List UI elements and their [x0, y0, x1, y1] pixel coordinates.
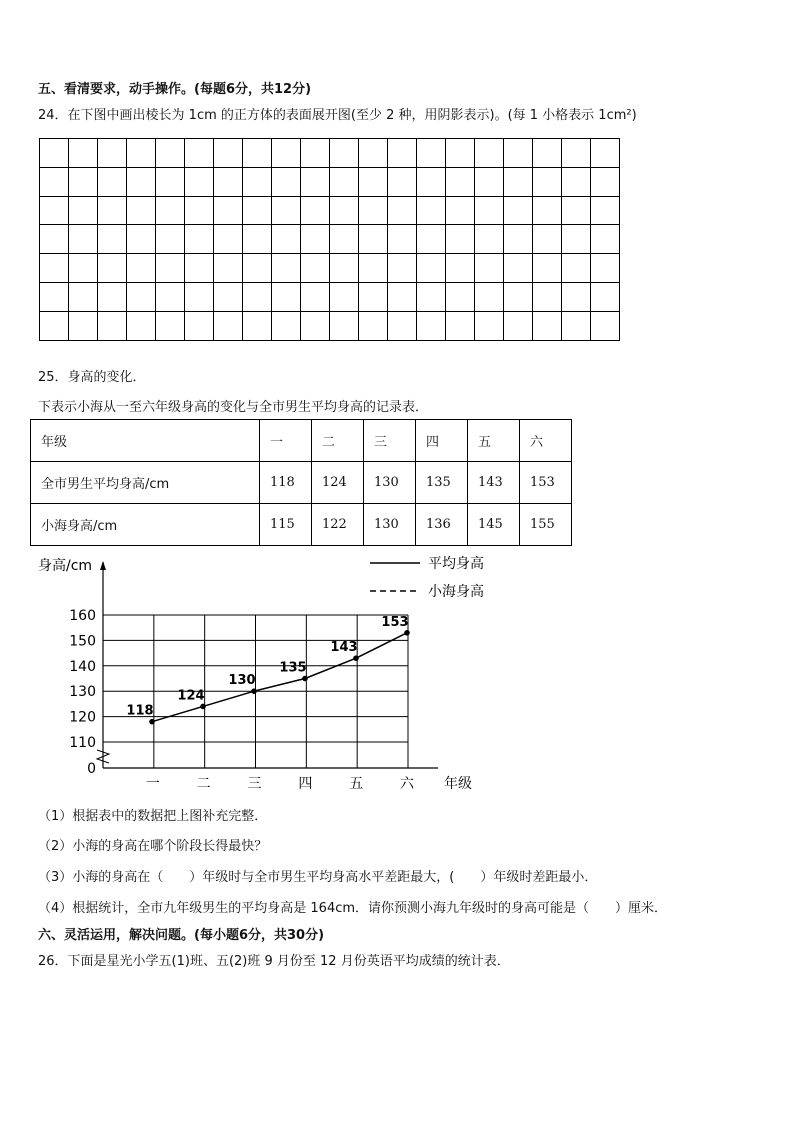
question-24: 24．在下图中画出棱长为 1cm 的正方体的表面展开图(至少 2 种，用阴影表示)。(每 1 小格表示 1cm²) [38, 108, 637, 123]
grid-cell[interactable] [446, 196, 475, 225]
table-cell: 143 [468, 462, 520, 504]
y-tick-label: 140 [69, 658, 96, 675]
axis-break-mark [97, 750, 109, 763]
grid-cell[interactable] [533, 254, 562, 283]
grid-cell[interactable] [330, 282, 359, 311]
grid-cell[interactable] [301, 311, 330, 340]
table-cell: 118 [260, 462, 312, 504]
y-axis-label: 身高/cm [38, 558, 93, 574]
legend-label-xiaohai: 小海身高 [428, 584, 484, 600]
table-header-row [31, 420, 572, 462]
grid-cell[interactable] [417, 282, 446, 311]
grid-cell[interactable] [156, 139, 185, 168]
grid-cell[interactable] [185, 225, 214, 254]
grid-cell[interactable] [156, 282, 185, 311]
grid-cell[interactable] [40, 167, 69, 196]
grid-cell[interactable] [562, 311, 591, 340]
x-tick-label: 四 [298, 776, 313, 792]
grid-cell[interactable] [40, 139, 69, 168]
data-point [404, 630, 410, 636]
y-tick-label: 110 [69, 735, 96, 751]
grid-cell[interactable] [475, 196, 504, 225]
table-cell: 五 [468, 420, 520, 462]
grid-cell[interactable] [562, 139, 591, 168]
grid-cell[interactable] [504, 311, 533, 340]
grid-cell[interactable] [272, 139, 301, 168]
grid-cell[interactable] [98, 225, 127, 254]
grid-cell[interactable] [243, 311, 272, 340]
grid-cell[interactable] [475, 282, 504, 311]
grid-cell[interactable] [127, 254, 156, 283]
grid-cell[interactable] [156, 196, 185, 225]
data-label: 135 [279, 660, 307, 676]
grid-cell[interactable] [417, 311, 446, 340]
section5-heading: 五、看清要求，动手操作。(每题6分，共12分) [38, 82, 312, 97]
table-cell: 153 [520, 462, 572, 504]
data-point [200, 704, 206, 710]
table-cell: 二 [312, 420, 364, 462]
grid-cell[interactable] [475, 167, 504, 196]
table-row [31, 504, 572, 546]
grid-cell[interactable] [98, 282, 127, 311]
grid-cell[interactable] [301, 139, 330, 168]
grid-cell[interactable] [330, 225, 359, 254]
grid-cell[interactable] [388, 254, 417, 283]
grid-cell[interactable] [40, 311, 69, 340]
grid-cell[interactable] [214, 167, 243, 196]
x-tick-label: 三 [247, 776, 262, 792]
drawing-grid[interactable] [39, 138, 620, 341]
grid-cell[interactable] [330, 311, 359, 340]
grid-cell[interactable] [156, 225, 185, 254]
y-axis-arrow [100, 561, 106, 570]
grid-cell[interactable] [127, 139, 156, 168]
grid-cell[interactable] [214, 139, 243, 168]
table-cell: 全市男生平均身高/cm [31, 462, 260, 504]
data-point [302, 676, 308, 682]
grid-cell[interactable] [562, 225, 591, 254]
grid-cell[interactable] [359, 282, 388, 311]
data-point [149, 719, 155, 725]
grid-cell[interactable] [243, 225, 272, 254]
table-cell: 一 [260, 420, 312, 462]
grid-cell[interactable] [40, 196, 69, 225]
table-cell: 145 [468, 504, 520, 546]
table-cell: 130 [364, 462, 416, 504]
table-cell: 小海身高/cm [31, 504, 260, 546]
grid-cell[interactable] [69, 167, 98, 196]
grid-cell[interactable] [330, 167, 359, 196]
grid-cell[interactable] [69, 225, 98, 254]
grid-cell[interactable] [417, 254, 446, 283]
y-tick-label: 150 [69, 633, 96, 650]
grid-cell[interactable] [533, 311, 562, 340]
grid-cell[interactable] [243, 254, 272, 283]
grid-cell[interactable] [504, 282, 533, 311]
grid-cell[interactable] [504, 225, 533, 254]
grid-cell[interactable] [388, 282, 417, 311]
grid-cell[interactable] [475, 254, 504, 283]
grid-cell[interactable] [272, 311, 301, 340]
grid-cell[interactable] [301, 196, 330, 225]
grid-cell[interactable] [446, 139, 475, 168]
grid-cell[interactable] [417, 139, 446, 168]
data-label: 153 [381, 614, 409, 630]
grid-cell[interactable] [185, 167, 214, 196]
data-point [251, 688, 257, 694]
grid-cell[interactable] [156, 254, 185, 283]
grid-cell[interactable] [243, 282, 272, 311]
grid-cell[interactable] [214, 282, 243, 311]
grid-cell[interactable] [591, 254, 620, 283]
grid-cell[interactable] [591, 167, 620, 196]
grid-cell[interactable] [533, 282, 562, 311]
grid-cell[interactable] [214, 311, 243, 340]
grid-cell[interactable] [475, 139, 504, 168]
table-row [31, 462, 572, 504]
x-tick-label: 五 [349, 776, 364, 792]
table-cell: 122 [312, 504, 364, 546]
grid-cell[interactable] [446, 254, 475, 283]
grid-cell[interactable] [504, 196, 533, 225]
question-25-intro: 下表示小海从一至六年级身高的变化与全市男生平均身高的记录表． [38, 400, 429, 415]
grid-cell[interactable] [156, 311, 185, 340]
grid-cell[interactable] [301, 282, 330, 311]
grid-cell[interactable] [562, 167, 591, 196]
grid-cell[interactable] [40, 282, 69, 311]
grid-cell[interactable] [214, 196, 243, 225]
series-line-average [152, 633, 407, 722]
x-tick-label: 六 [400, 776, 414, 792]
grid-cell[interactable] [330, 139, 359, 168]
grid-cell[interactable] [359, 139, 388, 168]
table-cell: 130 [364, 504, 416, 546]
data-label: 130 [228, 673, 256, 689]
grid-cell[interactable] [562, 254, 591, 283]
grid-cell[interactable] [185, 139, 214, 168]
data-label: 118 [126, 703, 154, 719]
grid-cell[interactable] [127, 311, 156, 340]
grid-cell[interactable] [504, 139, 533, 168]
height-line-chart [30, 552, 500, 797]
grid-cell[interactable] [272, 225, 301, 254]
grid-cell[interactable] [388, 311, 417, 340]
grid-cell[interactable] [69, 139, 98, 168]
y-tick-label: 160 [69, 608, 96, 624]
legend-label-average: 平均身高 [428, 556, 484, 572]
grid-cell[interactable] [127, 225, 156, 254]
section6-heading: 六、灵活运用，解决问题。(每小题6分，共30分) [38, 928, 325, 943]
table-cell: 136 [416, 504, 468, 546]
grid-cell[interactable] [69, 311, 98, 340]
grid-cell[interactable] [446, 167, 475, 196]
question-25-2: （2）小海的身高在哪个阶段长得最快？ [38, 839, 268, 854]
data-label: 124 [177, 688, 205, 704]
grid-cell[interactable] [272, 282, 301, 311]
grid-cell[interactable] [127, 167, 156, 196]
grid-cell[interactable] [127, 196, 156, 225]
y-tick-label: 130 [69, 684, 96, 701]
grid-cell[interactable] [127, 282, 156, 311]
data-label: 143 [330, 640, 358, 656]
grid-cell[interactable] [591, 139, 620, 168]
grid-cell[interactable] [185, 196, 214, 225]
grid-cell[interactable] [417, 225, 446, 254]
grid-cell[interactable] [98, 254, 127, 283]
grid-cell[interactable] [98, 139, 127, 168]
grid-cell[interactable] [591, 282, 620, 311]
grid-cell[interactable] [272, 167, 301, 196]
grid-cell[interactable] [562, 282, 591, 311]
height-table [30, 419, 572, 546]
grid-cell[interactable] [562, 196, 591, 225]
grid-cell[interactable] [417, 196, 446, 225]
table-cell: 155 [520, 504, 572, 546]
grid-cell[interactable] [301, 167, 330, 196]
grid-cell[interactable] [504, 254, 533, 283]
x-tick-label: 一 [145, 776, 160, 792]
grid-cell[interactable] [243, 139, 272, 168]
grid-cell[interactable] [359, 254, 388, 283]
grid-cell[interactable] [475, 311, 504, 340]
grid-cell[interactable] [533, 139, 562, 168]
grid-cell[interactable] [40, 225, 69, 254]
grid-cell[interactable] [330, 196, 359, 225]
grid-cell[interactable] [591, 225, 620, 254]
grid-cell[interactable] [272, 254, 301, 283]
table-cell: 115 [260, 504, 312, 546]
grid-cell[interactable] [185, 311, 214, 340]
grid-cell[interactable] [591, 196, 620, 225]
grid-cell[interactable] [388, 196, 417, 225]
grid-cell[interactable] [533, 225, 562, 254]
table-cell: 135 [416, 462, 468, 504]
grid-cell[interactable] [446, 311, 475, 340]
grid-cell[interactable] [214, 254, 243, 283]
grid-cell[interactable] [359, 225, 388, 254]
grid-cell[interactable] [40, 254, 69, 283]
table-cell: 124 [312, 462, 364, 504]
grid-cell[interactable] [504, 167, 533, 196]
grid-cell[interactable] [69, 282, 98, 311]
grid-cell[interactable] [301, 254, 330, 283]
grid-cell[interactable] [359, 311, 388, 340]
grid-cell[interactable] [359, 167, 388, 196]
grid-cell[interactable] [417, 167, 446, 196]
y-tick-label: 0 [87, 761, 96, 777]
grid-cell[interactable] [69, 196, 98, 225]
x-tick-label: 二 [196, 776, 211, 792]
grid-cell[interactable] [185, 254, 214, 283]
question-26: 26．下面是星光小学五(1)班、五(2)班 9 月份至 12 月份英语平均成绩的统计表． [38, 954, 510, 969]
question-25-3: （3）小海的身高在（ ）年级时与全市男生平均身高水平差距最大，( ）年级时差距最小． [38, 870, 598, 885]
grid-cell[interactable] [243, 167, 272, 196]
grid-cell[interactable] [388, 167, 417, 196]
grid-cell[interactable] [98, 311, 127, 340]
grid-cell[interactable] [533, 196, 562, 225]
grid-cell[interactable] [591, 311, 620, 340]
grid-cell[interactable] [272, 196, 301, 225]
question-25-title: 25．身高的变化． [38, 370, 146, 385]
table-cell: 年级 [31, 420, 260, 462]
question-25-1: （1）根据表中的数据把上图补充完整． [38, 809, 268, 824]
data-point [353, 655, 359, 661]
table-cell: 三 [364, 420, 416, 462]
grid-cell[interactable] [214, 225, 243, 254]
grid-cell[interactable] [301, 225, 330, 254]
grid-cell[interactable] [156, 167, 185, 196]
question-25-4: （4）根据统计，全市九年级男生的平均身高是 164cm．请你预测小海九年级时的身高可能是（ ）厘米． [38, 901, 668, 916]
grid-cell[interactable] [446, 225, 475, 254]
grid-cell[interactable] [446, 282, 475, 311]
grid-cell[interactable] [359, 196, 388, 225]
grid-cell[interactable] [185, 282, 214, 311]
x-axis-label: 年级 [444, 776, 472, 792]
grid-cell[interactable] [388, 225, 417, 254]
grid-cell[interactable] [98, 196, 127, 225]
y-tick-label: 120 [69, 709, 96, 726]
grid-cell[interactable] [69, 254, 98, 283]
grid-cell[interactable] [98, 167, 127, 196]
grid-cell[interactable] [243, 196, 272, 225]
grid-cell[interactable] [330, 254, 359, 283]
table-cell: 四 [416, 420, 468, 462]
table-cell: 六 [520, 420, 572, 462]
grid-cell[interactable] [533, 167, 562, 196]
grid-cell[interactable] [475, 225, 504, 254]
grid-cell[interactable] [388, 139, 417, 168]
